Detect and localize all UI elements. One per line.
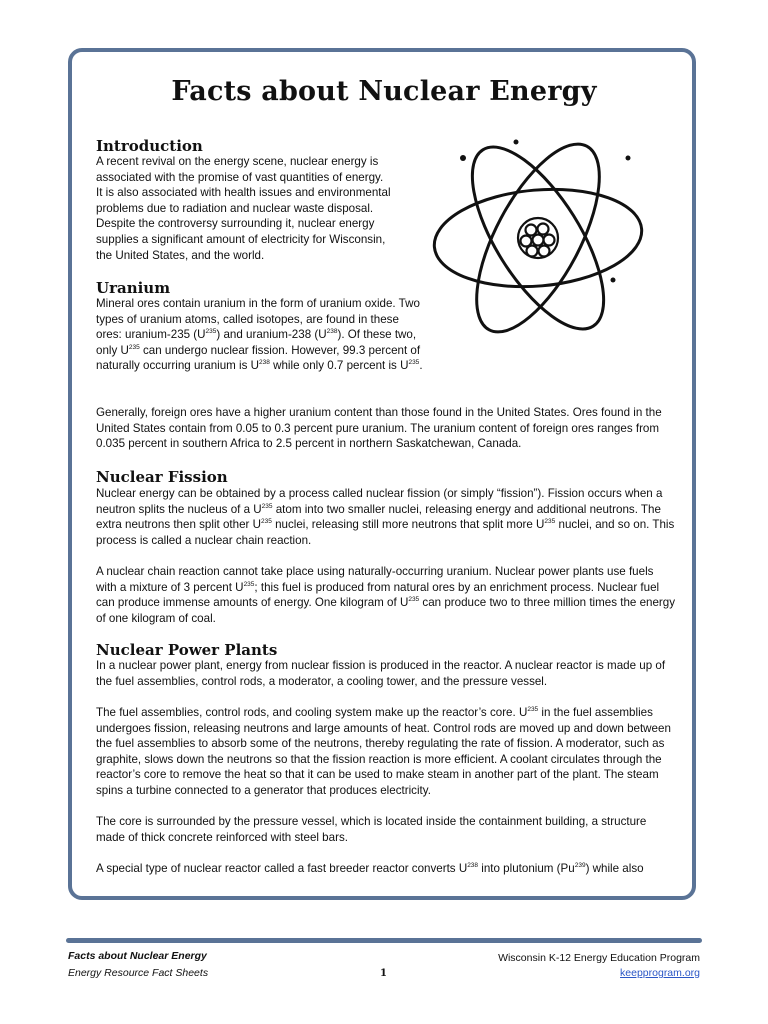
plants-paragraph-1: In a nuclear power plant, energy from nuclear fission is produced in the reactor. A nuclear reactor is made up of the fuel assemblies, control rods, a moderator, a cooling tower, and the pressure vessel.: [96, 659, 666, 688]
plants-paragraph-2: The fuel assemblies, control rods, and cooling system make up the reactor’s core. $U^{235}$ in the fuel assemblies undergoes fission, releasing neutrons and large amounts of heat. Control rods are moved up and down between the fuel assemblies to absorb some of the neutrons, thereby regulating the rate of fission. A moderator, such as graphite, slows down the neutrons so that the fission reaction is more efficient. A coolant circulates through the reactor’s core to remove the heat so that it can be used to make steam in another part of the plant. The steam spins a turbine connected to a generator that produces electricity.: [96, 706, 671, 797]
footer-divider: [66, 938, 702, 943]
heading-nuclear-power-plants: Nuclear Power Plants: [96, 641, 278, 659]
heading-nuclear-fission: Nuclear Fission: [96, 468, 228, 486]
footer-doc-title: Facts about Nuclear Energy: [68, 950, 207, 962]
heading-introduction: Introduction: [96, 137, 203, 155]
plants-paragraph-3: The core is surrounded by the pressure vessel, which is located inside the containment building, a structure made of thick concrete reinforced with steel bars.: [96, 815, 647, 844]
footer-website-link[interactable]: keepprogram.org: [620, 967, 700, 979]
plants-paragraph-4: A special type of nuclear reactor called a fast breeder reactor converts $U^{238}$ into plutonium (Pu$^{239}$) while also: [96, 862, 644, 875]
heading-uranium: Uranium: [96, 279, 171, 297]
page-number: 1: [380, 968, 387, 979]
uranium-paragraph-2: Generally, foreign ores have a higher uranium content than those found in the United States. Ores found in the United States contain from 0.05 to 0.3 percent pure uranium. The uranium content of foreign ores ranges from 0.035 percent in southern Africa to 2.5 percent in northern Saskatchewan, Canada.: [96, 406, 662, 451]
fission-paragraph-1: Nuclear energy can be obtained by a process called nuclear fission (or simply “fission”). Fission occurs when a neutron splits the nucleus of a $U^{235}$ atom into two smaller nuclei, releasing energy and additional neutrons. The extra neutrons then split other $U^{235}$ nuclei, releasing still more neutrons that split more $U^{235}$ nuclei, and so on. This process is called a nuclear chain reaction.: [96, 487, 675, 547]
atom-icon: [428, 130, 648, 350]
footer-organization: Wisconsin K-12 Energy Education Program: [498, 952, 700, 964]
fission-paragraph-2: A nuclear chain reaction cannot take place using naturally-occurring uranium. Nuclear power plants use fuels with a mixture of 3 percent $U^{235}$; this fuel is produced from natural ores by an enrichment process. Nuclear fuel can produce immense amounts of energy. One kilogram of $U^{235}$ can produce two to three million times the energy of one kilogram of coal.: [96, 565, 676, 625]
footer-series: Energy Resource Fact Sheets: [68, 967, 209, 979]
uranium-paragraph-1: Mineral ores contain uranium in the form of uranium oxide. Two types of uranium atoms, called isotopes, are found in these ores: uranium-235 $(U^{235})$ and uranium-238 $(U^{238})$. Of these two, only $U^{235}$ can undergo nuclear fission. However, 99.3 percent of naturally occurring uranium is $U^{238}$ while only 0.7 percent is $U^{235}$.: [96, 297, 423, 373]
page-title: Facts about Nuclear Energy: [171, 76, 597, 107]
intro-paragraph: A recent revival on the energy scene, nuclear energy is associated with the promise of vast quantities of energy. It is also associated with health issues and environmental problems due to radiation and nuclear waste disposal. Despite the controversy surrounding it, nuclear energy supplies a significant amount of electricity for Wisconsin, the United States, and the world.: [96, 155, 391, 262]
